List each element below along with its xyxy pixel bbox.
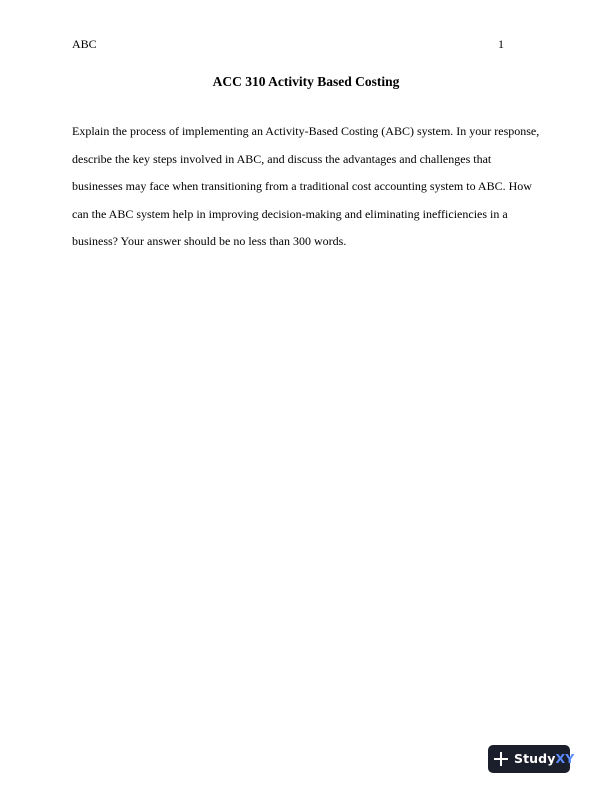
- brand-name: [514, 752, 574, 766]
- brand-name-accent: XY: [555, 751, 575, 766]
- page-number: 1: [498, 37, 504, 51]
- paragraph-line: Explain the process of implementing an Activity-Based Costing (ABC) system. In your response,: [72, 124, 540, 138]
- plus-icon: [494, 752, 508, 766]
- paragraph-line: business? Your answer should be no less than 300 words.: [72, 234, 347, 248]
- running-head: ABC: [72, 37, 97, 51]
- paragraph-line: describe the key steps involved in ABC, and discuss the advantages and challenges that: [72, 151, 492, 166]
- document-title: ACC 310 Activity Based Costing: [212, 74, 400, 89]
- paragraph-line: can the ABC system help in improving decision-making and eliminating inefficiencies in a: [72, 206, 508, 221]
- brand-name-primary: Study: [514, 751, 556, 766]
- question-paragraph: [72, 124, 552, 262]
- paragraph-line: businesses may face when transitioning from a traditional cost accounting system to ABC. How: [72, 179, 532, 193]
- studyxy-badge[interactable]: [488, 745, 575, 773]
